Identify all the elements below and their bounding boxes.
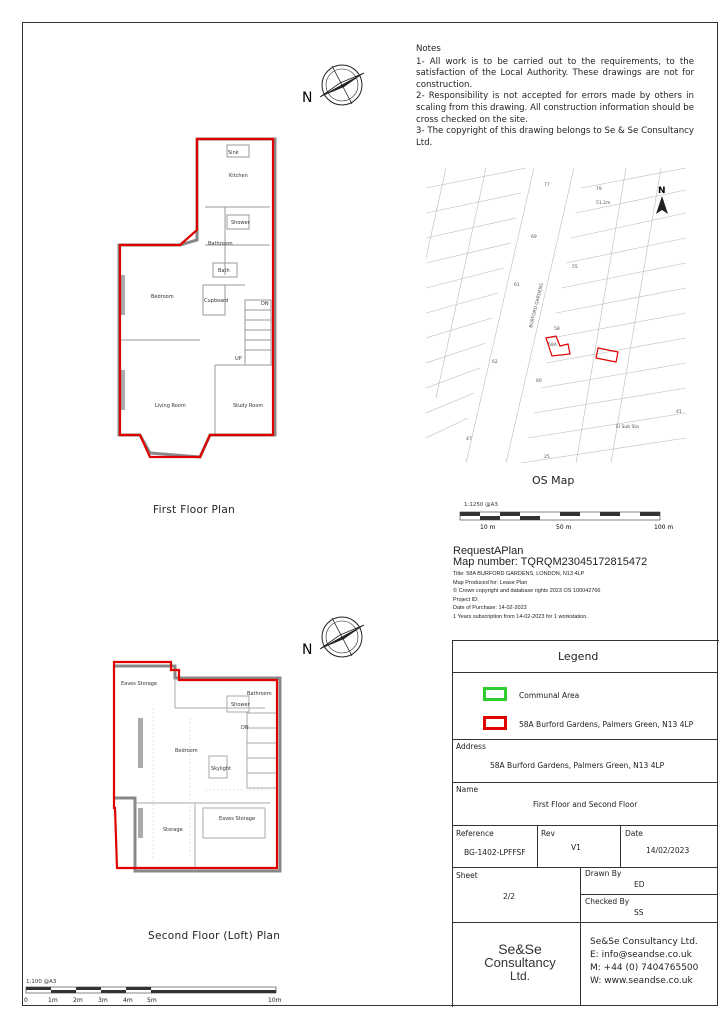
bottom-scale-text: 1:100 @A3 <box>26 979 57 985</box>
date-value: 14/02/2023 <box>646 846 690 855</box>
date-label: Date <box>625 829 643 838</box>
north-label: N <box>302 642 313 658</box>
sheet-label: Sheet <box>456 871 478 880</box>
map-label: 77 <box>544 183 550 188</box>
map-info-line: Project ID: <box>453 596 479 603</box>
company-mobile: M: +44 (0) 7404765500 <box>590 963 699 973</box>
company-name: Se&Se Consultancy Ltd. <box>590 937 698 947</box>
os-map-title: OS Map <box>532 474 575 487</box>
map-label: 58A <box>548 343 557 348</box>
room-label-study-room: Study Room <box>233 403 264 409</box>
room-label-kitchen: Kitchen <box>229 173 248 179</box>
skylight-label: Skylight <box>211 766 231 772</box>
compass-icon <box>300 58 380 112</box>
rev-value: V1 <box>571 843 581 852</box>
room-label-eaves-storage: Eaves Storage <box>121 681 158 687</box>
rev-label: Rev <box>541 829 555 838</box>
svg-text:5m: 5m <box>147 997 157 1004</box>
checked-by-value: SS <box>634 908 644 917</box>
company-logo: Se&Se Consultancy Ltd. <box>484 941 556 983</box>
address-label: Address <box>456 742 486 751</box>
map-label: 25 <box>544 455 550 460</box>
note-item: 2- Responsibility is not accepted for errors made by others in scaling from this drawing. All construction information should be cross checked on the site. <box>416 91 694 125</box>
map-info-line: Title: 58A BURFORD GARDENS, LONDON, N13 4LP <box>453 571 585 577</box>
sheet-value: 2/2 <box>503 892 516 901</box>
notes-heading: Notes <box>416 44 441 54</box>
north-label: N <box>302 90 313 106</box>
svg-text:3m: 3m <box>98 997 108 1004</box>
map-label: 79 <box>596 187 602 192</box>
map-street-label: BURFORD GARDENS <box>529 282 546 329</box>
map-label: 41 <box>676 410 682 415</box>
company-contact <box>590 936 698 988</box>
stair-label-dn: DN <box>241 725 249 731</box>
os-scale-bar <box>458 510 688 532</box>
map-brand: RequestAPlan <box>453 545 524 557</box>
room-label-bathroom: Bathroom <box>208 241 233 247</box>
legend-label-property: 58A Burford Gardens, Palmers Green, N13 4LP <box>519 720 694 729</box>
svg-text:1m: 1m <box>48 997 58 1004</box>
note-item: 1- All work is to be carried out to the requirements, to the satisfaction of the Local Authority. These drawings are not for construction. <box>416 56 694 90</box>
legend-swatch-communal <box>483 687 507 701</box>
svg-text:2m: 2m <box>73 997 83 1004</box>
address-value: 58A Burford Gardens, Palmers Green, N13 4LP <box>490 761 665 770</box>
os-map <box>426 168 686 463</box>
map-label: El Sub Sta <box>616 425 639 430</box>
map-label: 58 <box>554 327 560 332</box>
note-item: 3- The copyright of this drawing belongs to Se & Se Consultancy Ltd. <box>416 126 694 148</box>
legend-title: Legend <box>558 650 599 663</box>
svg-text:10 m: 10 m <box>480 524 496 531</box>
second-floor-title: Second Floor (Loft) Plan <box>148 930 281 942</box>
svg-text:50 m: 50 m <box>556 524 572 531</box>
map-number: Map number: TQRQM23045172815472 <box>453 556 648 568</box>
name-value: First Floor and Second Floor <box>533 800 638 809</box>
room-label-eaves-storage-bottom: Eaves Storage <box>219 816 256 822</box>
svg-text:N: N <box>658 186 666 196</box>
reference-label: Reference <box>456 829 494 838</box>
svg-text:100 m: 100 m <box>654 524 674 531</box>
map-label: 60 <box>536 379 542 384</box>
os-scale-text: 1:1250 @A3 <box>464 502 498 508</box>
room-label-bath: Bath <box>218 268 230 274</box>
svg-text:0: 0 <box>24 997 28 1004</box>
first-floor-title: First Floor Plan <box>153 504 236 516</box>
room-label-shower: Shower <box>231 220 250 226</box>
bottom-scale-bar <box>24 986 294 1006</box>
map-label: 62 <box>492 360 498 365</box>
room-label-bedroom: Bedroom <box>151 294 174 300</box>
compass-icon <box>300 610 380 664</box>
map-label: 61 <box>514 283 520 288</box>
svg-text:10m: 10m <box>268 997 282 1004</box>
reference-value: BG-1402-LPFFSF <box>464 848 526 857</box>
second-floor-plan <box>105 658 295 883</box>
stair-label-up: UP <box>235 356 242 362</box>
map-info-line: Date of Purchase: 14-02-2023 <box>453 605 527 612</box>
room-label-sink: Sink <box>228 150 239 156</box>
company-email[interactable]: E: info@seandse.co.uk <box>590 950 692 960</box>
map-info-line: 1 Years subscription from 14-02-2023 for 1 workstation. <box>453 613 588 620</box>
legend-swatch-property <box>483 716 507 730</box>
map-info-line: © Crown copyright and database rights 2023 OS 100042766 <box>453 588 601 595</box>
legend-label-communal: Communal Area <box>519 691 580 700</box>
drawn-by-value: ED <box>634 880 645 889</box>
drawn-by-label: Drawn By <box>585 869 622 878</box>
room-label-bedroom: Bedroom <box>175 748 198 754</box>
map-info <box>453 545 647 622</box>
map-label: 55 <box>572 265 578 270</box>
notes-block <box>416 44 694 149</box>
stair-label-dn: DN <box>261 301 269 307</box>
svg-text:4m: 4m <box>123 997 133 1004</box>
company-web[interactable]: W: www.seandse.co.uk <box>590 976 693 986</box>
room-label-cupboard: Cupboard <box>204 298 229 304</box>
map-label: 51.2m <box>596 201 611 206</box>
room-label-bathroom: Bathroom <box>247 691 272 697</box>
first-floor-plan <box>105 135 285 465</box>
map-label: 69 <box>531 235 537 240</box>
name-label: Name <box>456 785 479 794</box>
room-label-shower: Shower <box>231 702 250 708</box>
checked-by-label: Checked By <box>585 897 630 906</box>
map-info-line: Map Produced for: Lease Plan <box>453 579 528 586</box>
map-label: 47 <box>466 437 472 442</box>
room-label-living-room: Living Room <box>155 403 186 409</box>
room-label-storage: Storage <box>163 827 183 833</box>
